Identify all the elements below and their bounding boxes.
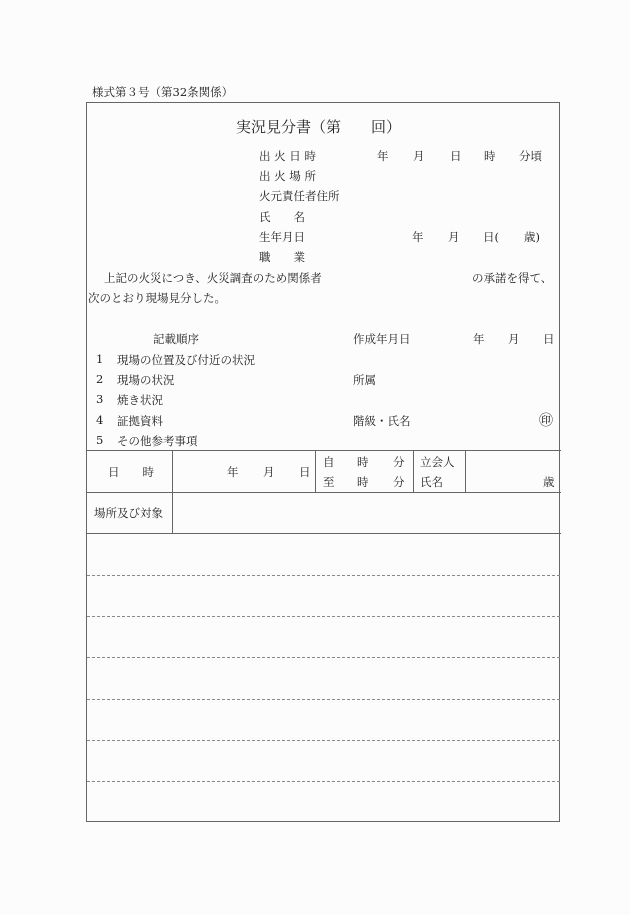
year-unit: 年 (227, 465, 239, 479)
year-unit: 年 (473, 332, 485, 346)
order-num: 1 (96, 352, 104, 366)
column-divider (465, 450, 466, 492)
order-item: 現場の状況 (117, 373, 175, 387)
fire-datetime-label: 出 火 日 時 (259, 149, 316, 163)
day-unit: 日 (450, 149, 462, 163)
birthdate-label: 生年月日 (259, 230, 305, 244)
month-unit: 月 (508, 332, 520, 346)
table-top-border (86, 450, 561, 451)
order-num: 2 (96, 372, 104, 386)
order-item: 焼き状況 (117, 393, 163, 407)
column-divider (315, 450, 316, 492)
paragraph-line2: 次のとおり現場見分した。 (88, 291, 226, 305)
order-item: その他参考事項 (117, 434, 198, 448)
writing-line (87, 781, 560, 782)
day-unit: 日( (483, 230, 499, 244)
rank-name-label: 階級・氏名 (353, 414, 411, 428)
minute-unit: 分頃 (519, 149, 542, 163)
place-label: 場所及び対象 (94, 506, 163, 520)
to-label: 至 (323, 475, 335, 489)
year-unit: 年 (412, 230, 424, 244)
writing-line (87, 657, 560, 658)
form-caption: 様式第３号（第32条関係） (92, 85, 234, 99)
origin-address-label: 火元責任者住所 (259, 189, 340, 203)
writing-line (87, 616, 560, 617)
witness-name-label: 氏名 (420, 475, 443, 489)
age-unit: 歳 (543, 475, 555, 489)
order-num: 3 (96, 392, 104, 406)
month-unit: 月 (263, 465, 275, 479)
order-num: 5 (96, 433, 104, 447)
column-divider (172, 450, 173, 533)
datetime-label: 日 時 (108, 465, 154, 479)
month-unit: 月 (448, 230, 460, 244)
seal-icon: ㊞ (539, 413, 553, 429)
age-unit: 歳) (524, 230, 540, 244)
column-divider (413, 450, 414, 492)
minute-unit: 分 (393, 475, 405, 489)
from-label: 自 (323, 455, 335, 469)
order-item: 証拠資料 (117, 414, 163, 428)
writing-line (87, 699, 560, 700)
order-heading: 記載順序 (153, 332, 199, 346)
page-title: 実況見分書（第 回） (236, 118, 402, 136)
day-unit: 日 (543, 332, 555, 346)
row-divider (86, 492, 561, 493)
row-divider (86, 533, 561, 534)
hour-unit: 時 (357, 455, 369, 469)
paragraph-line1-end: の承諾を得て、 (472, 271, 553, 285)
hour-unit: 時 (484, 149, 496, 163)
witness-label: 立会人 (420, 455, 455, 469)
writing-line (87, 575, 560, 576)
paragraph-line1: 上記の火災につき、火災調査のため関係者 (104, 271, 322, 285)
minute-unit: 分 (393, 455, 405, 469)
hour-unit: 時 (357, 475, 369, 489)
created-date-label: 作成年月日 (353, 332, 411, 346)
year-unit: 年 (377, 149, 389, 163)
order-num: 4 (96, 413, 104, 427)
writing-line (87, 740, 560, 741)
occupation-label: 職 業 (259, 250, 305, 264)
day-unit: 日 (299, 465, 311, 479)
fire-place-label: 出 火 場 所 (259, 169, 316, 183)
month-unit: 月 (413, 149, 425, 163)
affiliation-label: 所属 (353, 373, 376, 387)
name-label: 氏 名 (259, 210, 305, 224)
order-item: 現場の位置及び付近の状況 (117, 353, 255, 367)
